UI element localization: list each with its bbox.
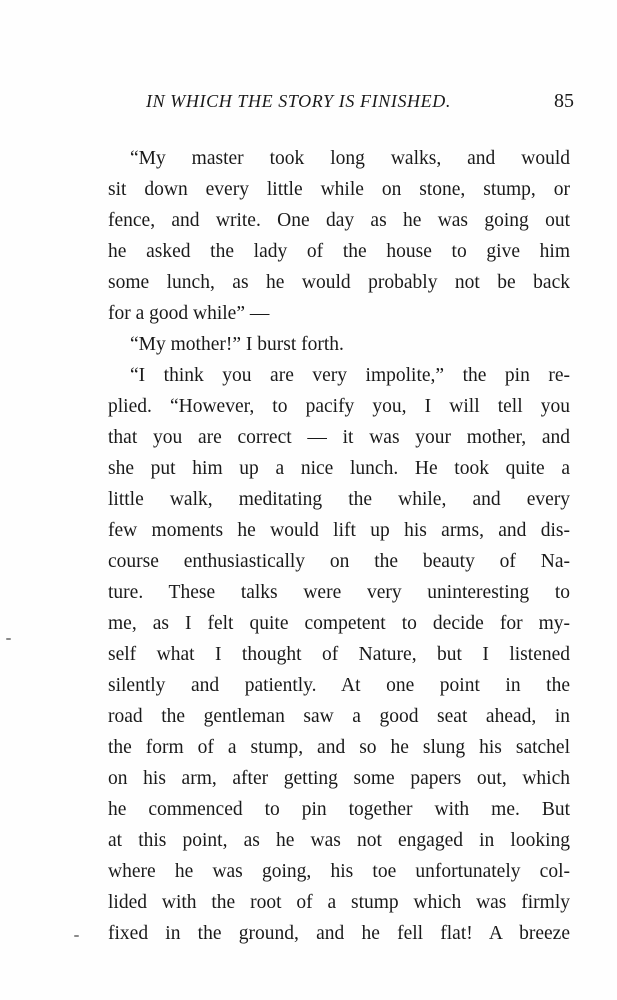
text-line: ture. These talks were very uninteresting to (108, 582, 570, 603)
text-line: plied. “However, to pacify you, I will tell you (108, 396, 570, 417)
text-line: few moments he would lift up his arms, and dis- (108, 520, 570, 541)
text-line: road the gentleman saw a good seat ahead, in (108, 706, 570, 727)
text-line: at this point, as he was not engaged in looking (108, 830, 570, 851)
text-line: fixed in the ground, and he fell flat! A breeze (108, 923, 570, 944)
text-line: she put him up a nice lunch. He took quite a (108, 458, 570, 479)
text-line: he commenced to pin together with me. But (108, 799, 570, 820)
text-line: course enthusiastically on the beauty of Na- (108, 551, 570, 572)
text-line: some lunch, as he would probably not be back (108, 272, 570, 293)
text-line: on his arm, after getting some papers out, which (108, 768, 570, 789)
text-line: lided with the root of a stump which was firmly (108, 892, 570, 913)
text-line: sit down every little while on stone, stump, or (108, 179, 570, 200)
running-title: IN WHICH THE STORY IS FINISHED. (146, 91, 451, 111)
scan-speck (74, 935, 79, 937)
text-line: little walk, meditating the while, and every (108, 489, 570, 510)
text-line: self what I thought of Nature, but I listened (108, 644, 570, 665)
text-line: “I think you are very impolite,” the pin re- (130, 365, 570, 386)
text-line: “My mother!” I burst forth. (130, 334, 344, 355)
text-line: he asked the lady of the house to give him (108, 241, 570, 262)
scan-speck (6, 638, 11, 640)
text-line: “My master took long walks, and would (130, 148, 570, 169)
page-number: 85 (554, 90, 574, 112)
body-text (108, 143, 570, 949)
running-head (146, 90, 574, 120)
text-line: silently and patiently. At one point in the (108, 675, 570, 696)
text-line: that you are correct — it was your mother, and (108, 427, 570, 448)
text-line: the form of a stump, and so he slung his satchel (108, 737, 570, 758)
text-line: me, as I felt quite competent to decide for my- (108, 613, 570, 634)
text-line: for a good while” — (108, 303, 270, 324)
text-line: fence, and write. One day as he was going out (108, 210, 570, 231)
text-line: where he was going, his toe unfortunately col- (108, 861, 570, 882)
